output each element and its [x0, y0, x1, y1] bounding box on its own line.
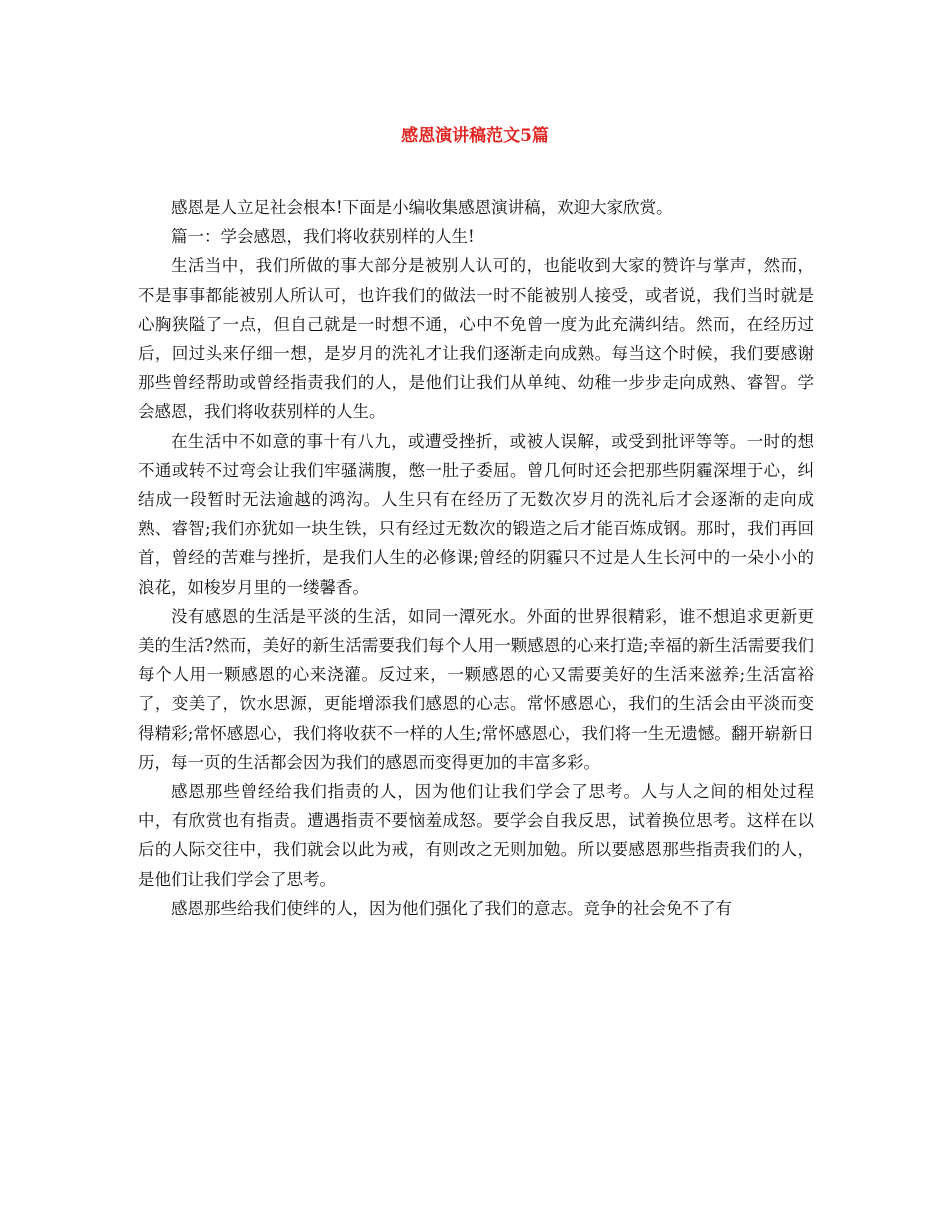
- paragraph: 感恩那些给我们使绊的人，因为他们强化了我们的意志。竞争的社会免不了有: [171, 898, 732, 918]
- document-body: [138, 193, 814, 923]
- paragraph: 没有感恩的生活是平淡的生活，如同一潭死水。外面的世界很精彩，谁不想追求更新更美的生活?然而，美好的新生活需要我们每个人用一颗感恩的心来打造;幸福的新生活需要我们每个人用一颗感恩的心来浇灌。反过来，一颗感恩的心又需要美好的生活来滋养;生活富裕了，变美了，饮水思源，更能增添我们感恩的心志。常怀感恩心，我们的生活会由平淡而变得精彩;常怀感恩心，我们将收获不一样的人生;常怀感恩心，我们将一生无遗憾。翻开崭新日历，每一页的生活都会因为我们的感恩而变得更加的丰富多彩。: [138, 606, 814, 772]
- paragraph: 在生活中不如意的事十有八九，或遭受挫折，或被人误解，或受到批评等等。一时的想不通或转不过弯会让我们牢骚满腹，憋一肚子委屈。曾几何时还会把那些阴霾深埋于心，纠结成一段暂时无法逾越的鸿沟。人生只有在经历了无数次岁月的洗礼后才会逐渐的走向成熟、睿智;我们亦犹如一块生铁，只有经过无数次的锻造之后才能百炼成钢。那时，我们再回首，曾经的苦难与挫折，是我们人生的必修课;曾经的阴霾只不过是人生长河中的一朵小小的浪花，如梭岁月里的一缕馨香。: [138, 431, 814, 597]
- document-title: 感恩演讲稿范文5篇: [401, 126, 549, 146]
- paragraph-intro: 感恩是人立足社会根本!下面是小编收集感恩演讲稿，欢迎大家欣赏。: [171, 198, 673, 217]
- paragraph-section-heading: 篇一：学会感恩，我们将收获别样的人生!: [171, 227, 475, 247]
- paragraph: 生活当中，我们所做的事大部分是被别人认可的，也能收到大家的赞许与掌声，然而，不是事事都能被别人所认可，也许我们的做法一时不能被别人接受，或者说，我们当时就是心胸狭隘了一点，但自己就是一时想不通，心中不免曾一度为此充满纠结。然而，在经历过后，回过头来仔细一想，是岁月的洗礼才让我们逐渐走向成熟。每当这个时候，我们要感谢那些曾经帮助或曾经指责我们的人，是他们让我们从单纯、幼稚一步步走向成熟、睿智。学会感恩，我们将收获别样的人生。: [138, 256, 814, 422]
- paragraph: 感恩那些曾经给我们指责的人，因为他们让我们学会了思考。人与人之间的相处过程中，有欣赏也有指责。遭遇指责不要恼羞成怒。要学会自我反思，试着换位思考。这样在以后的人际交往中，我们就会以此为戒，有则改之无则加勉。所以要感恩那些指责我们的人，是他们让我们学会了思考。: [138, 782, 814, 889]
